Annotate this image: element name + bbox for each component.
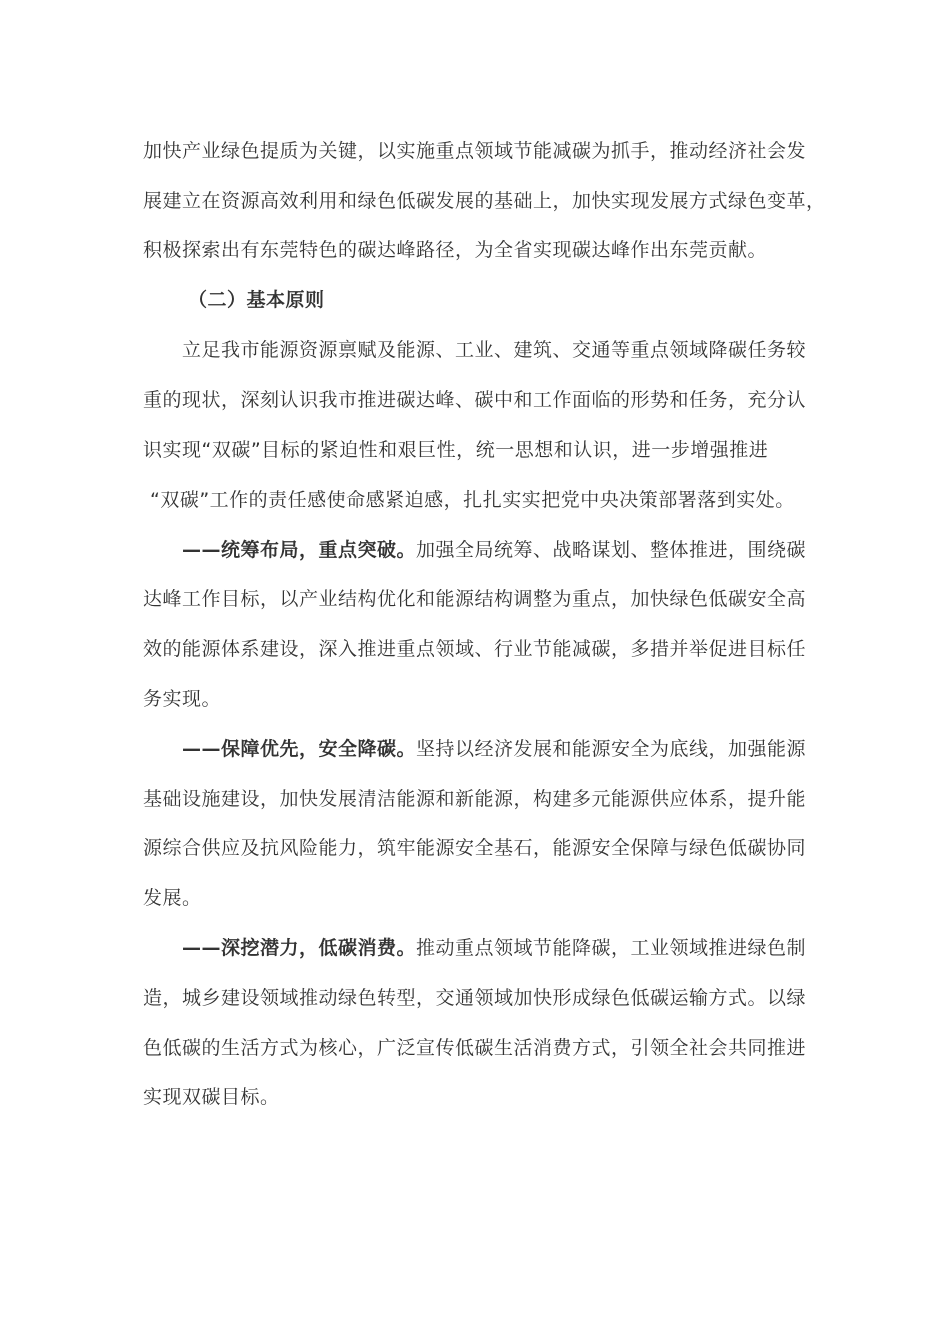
text-line: 识实现“双碳”目标的紧迫性和艰巨性，统一思想和认识，进一步增强推进 xyxy=(143,439,769,461)
text-line: 实现双碳目标。 xyxy=(143,1086,280,1108)
text-line: 重的现状，深刻认识我市推进碳达峰、碳中和工作面临的形势和任务，充分认 xyxy=(143,389,807,411)
text-line: 源综合供应及抗风险能力，筑牢能源安全基石，能源安全保障与绿色低碳协同 xyxy=(143,837,807,859)
text-line: 发展。 xyxy=(143,887,202,909)
section-heading: （二）基本原则 xyxy=(188,289,325,311)
principle-lead: ——统筹布局，重点突破。 xyxy=(182,539,417,561)
text-line: 色低碳的生活方式为核心，广泛宣传低碳生活消费方式，引领全社会共同推进 xyxy=(143,1037,807,1059)
text-line: 展建立在资源高效利用和绿色低碳发展的基础上，加快实现发展方式绿色变革， xyxy=(143,190,826,212)
text-line: 积极探索出有东莞特色的碳达峰路径，为全省实现碳达峰作出东莞贡献。 xyxy=(143,239,768,261)
principle-lead: ——深挖潜力，低碳消费。 xyxy=(182,937,417,959)
text-line: 基础设施建设，加快发展清洁能源和新能源，构建多元能源供应体系，提升能 xyxy=(143,788,807,810)
text-line xyxy=(182,736,806,762)
principle-text: 坚持以经济发展和能源安全为底线，加强能源 xyxy=(416,738,807,760)
principle-lead: ——保障优先，安全降碳。 xyxy=(182,738,417,760)
principle-text: 推动重点领域节能降碳，工业领域推进绿色制 xyxy=(416,937,807,959)
text-line: 立足我市能源资源禀赋及能源、工业、建筑、交通等重点领域降碳任务较 xyxy=(182,339,807,361)
text-line xyxy=(182,935,806,961)
text-line xyxy=(182,537,806,563)
text-line: 达峰工作目标，以产业结构优化和能源结构调整为重点，加快绿色低碳安全高 xyxy=(143,588,807,610)
text-line: 效的能源体系建设，深入推进重点领域、行业节能减碳，多措并举促进目标任 xyxy=(143,638,807,660)
text-line: 造，城乡建设领域推动绿色转型，交通领域加快形成绿色低碳运输方式。以绿 xyxy=(143,987,807,1009)
principle-text: 加强全局统筹、战略谋划、整体推进，围绕碳 xyxy=(416,539,807,561)
text-line: 务实现。 xyxy=(143,688,222,710)
text-line: 加快产业绿色提质为关键，以实施重点领域节能减碳为抓手，推动经济社会发 xyxy=(143,140,807,162)
text-line: “双碳”工作的责任感使命感紧迫感，扎扎实实把党中央决策部署落到实处。 xyxy=(150,489,795,511)
